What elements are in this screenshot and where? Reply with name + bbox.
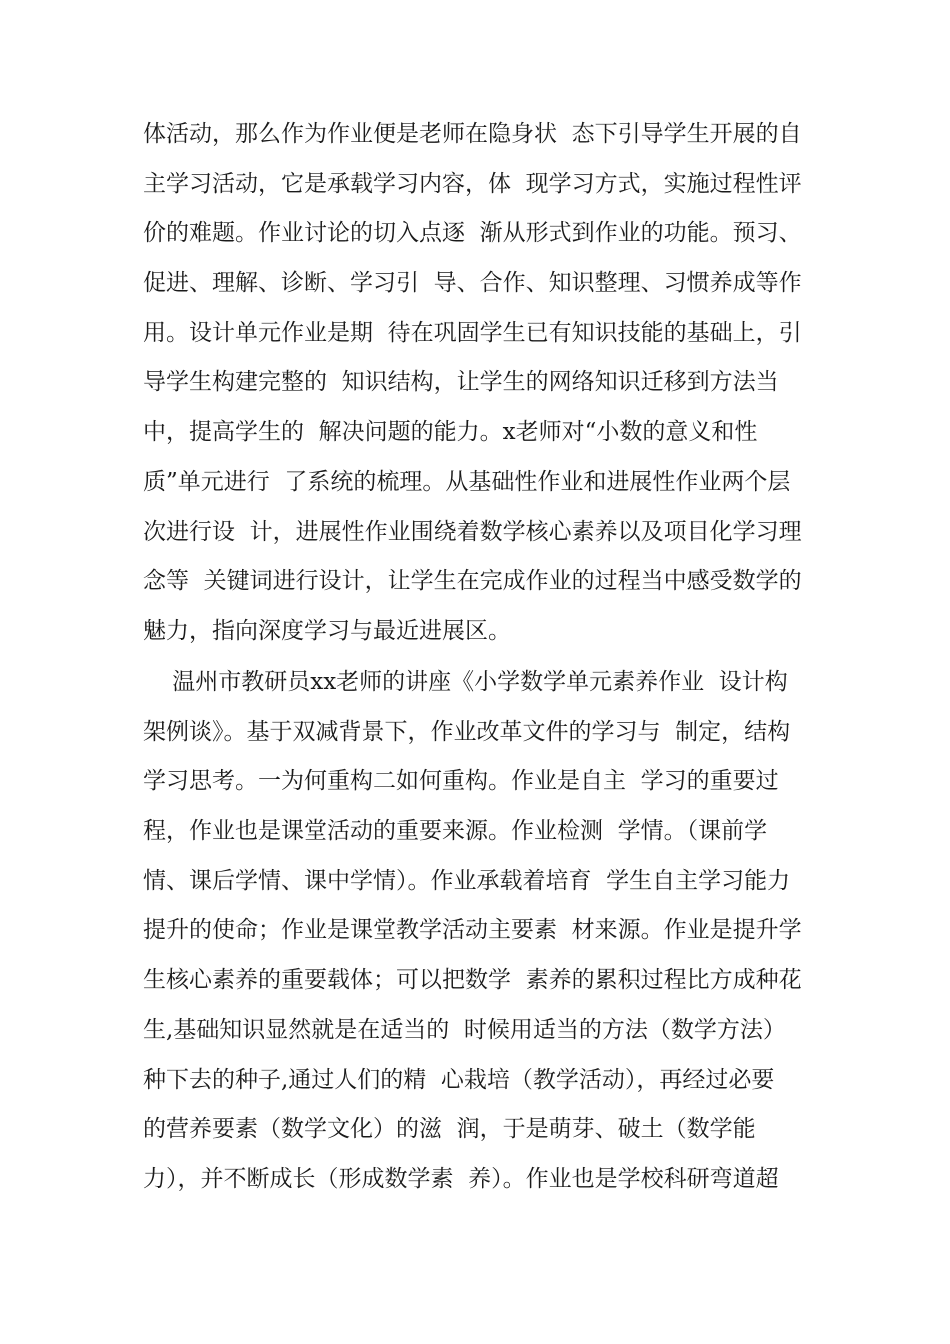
- text-line: 念等 关键词进行设计，让学生在完成作业的过程当中感受数学的: [143, 568, 802, 595]
- text-line: 次进行设 计，进展性作业围绕着数学核心素养以及项目化学习理: [143, 518, 802, 545]
- text-line: 魅力，指向深度学习与最近进展区。: [143, 617, 511, 644]
- text-line: 温州市教研员xx老师的讲座《小学数学单元素养作业 设计构: [143, 669, 788, 695]
- text-line: 程，作业也是课堂活动的重要来源。作业检测 学情。（课前学: [143, 818, 768, 845]
- text-line: 情、课后学情、课中学情）。作业承载着培育 学生自主学习能力: [143, 867, 791, 894]
- text-line: 体活动，那么作为作业便是老师在隐身状 态下引导学生开展的自: [143, 121, 802, 147]
- text-line: 质”单元进行 了系统的梳理。从基础性作业和进展性作业两个层: [143, 468, 791, 495]
- text-line: 提升的使命；作业是课堂教学活动主要素 材来源。作业是提升学: [143, 917, 802, 944]
- text-line: 的营养要素（数学文化）的滋 润，于是萌芽、破土（数学能: [143, 1116, 756, 1143]
- text-line: 主学习活动，它是承载学习内容，体 现学习方式，实施过程性评: [143, 170, 802, 197]
- text-line: 用。设计单元作业是期 待在巩固学生已有知识技能的基础上，引: [143, 319, 802, 346]
- text-line: 学习思考。一为何重构二如何重构。作业是自主 学习的重要过: [143, 768, 779, 795]
- text-line: 生,基础知识显然就是在适当的 时候用适当的方法（数学方法）: [143, 1016, 786, 1043]
- text-line: 生核心素养的重要载体；可以把数学 素养的累积过程比方成种花: [143, 967, 802, 994]
- text-line: 价的难题。作业讨论的切入点逐 渐从形式到作业的功能。预习、: [143, 220, 802, 247]
- paragraph-1: [143, 110, 833, 657]
- paragraph-2: [143, 658, 833, 1205]
- text-line: 促进、理解、诊断、学习引 导、合作、知识整理、习惯养成等作: [143, 270, 802, 297]
- text-line: 种下去的种子,通过人们的精 心栽培（教学活动），再经过必要: [143, 1066, 775, 1093]
- text-line: 中，提高学生的 解决问题的能力。x老师对“小数的意义和性: [143, 419, 758, 446]
- text-line: 导学生构建完整的 知识结构，让学生的网络知识迁移到方法当: [143, 369, 779, 396]
- text-line: 架例谈》。基于双减背景下，作业改革文件的学习与 制定，结构: [143, 718, 791, 745]
- text-line: 力），并不断成长（形成数学素 养）。作业也是学校科研弯道超: [143, 1165, 779, 1192]
